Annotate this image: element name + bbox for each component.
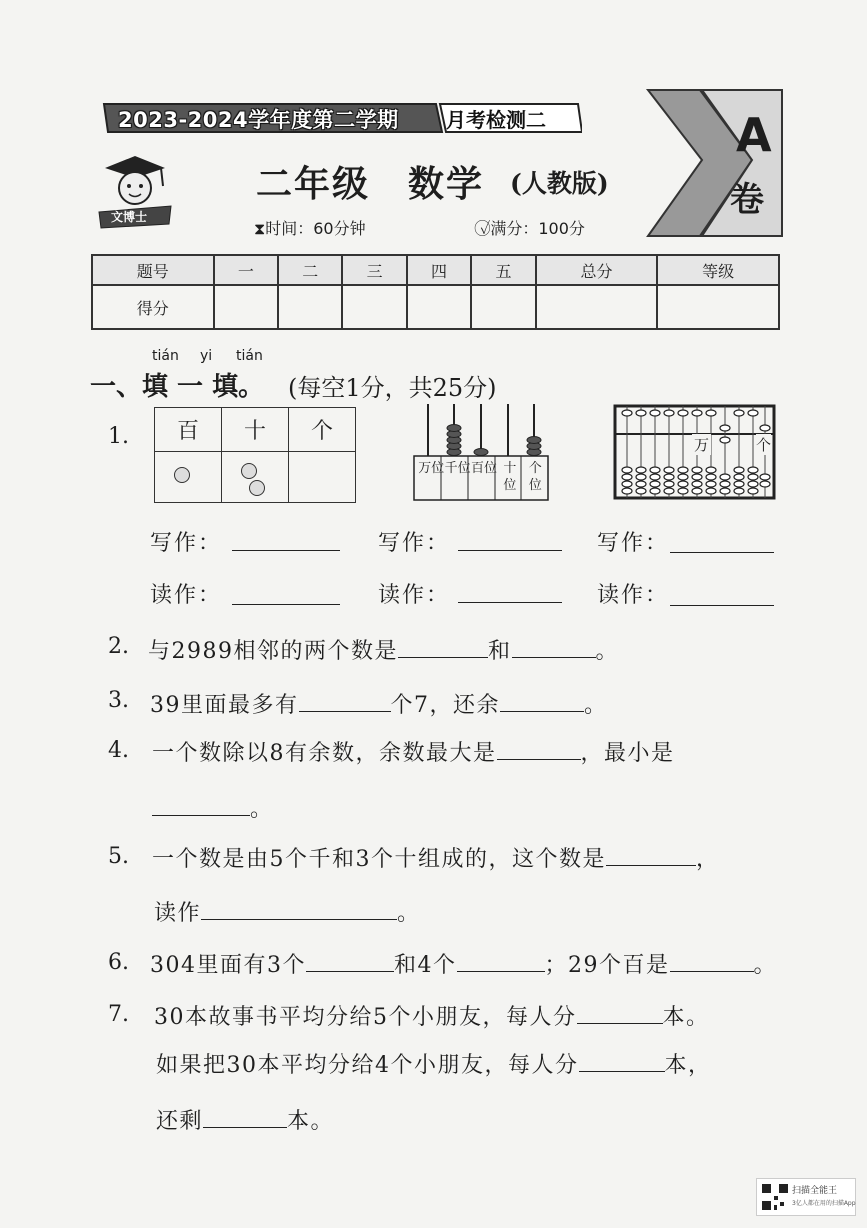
logo xyxy=(95,154,175,230)
question-text-part: 30本故事书平均分给5个小朋友，每人分 xyxy=(154,1005,577,1030)
score-cell[interactable] xyxy=(471,285,535,329)
question-text xyxy=(154,1000,710,1031)
score-cell[interactable] xyxy=(342,285,406,329)
place-label: 千位 xyxy=(444,461,471,476)
question-number: 1. xyxy=(108,424,129,449)
scanner-sub: 3亿人都在用的扫描App xyxy=(792,1200,856,1207)
answer-blank[interactable] xyxy=(201,899,397,920)
score-header: 四 xyxy=(407,255,471,285)
answer-blank[interactable] xyxy=(670,951,754,972)
score-cell[interactable] xyxy=(214,285,278,329)
question-text-cont xyxy=(154,896,421,927)
volume-letter: A xyxy=(736,108,772,162)
question-text-part: 读作 xyxy=(154,901,202,926)
exam-label: 月考检测二 xyxy=(446,108,546,132)
write-label: 写作： xyxy=(597,531,670,556)
question-text-part: 。 xyxy=(584,693,608,718)
section-title: 一、填 一 填。 xyxy=(90,372,265,402)
volume-char: 卷 xyxy=(730,180,764,220)
question-text-part: 。 xyxy=(397,901,421,926)
answer-blank[interactable] xyxy=(457,951,545,972)
page-title: 二年级 数学 xyxy=(256,163,485,205)
pinyin: tián xyxy=(152,348,179,364)
question-text-part: 如果把30本平均分给4个小朋友，每人分 xyxy=(156,1053,579,1078)
question-text xyxy=(148,634,619,665)
question-text-part: 。 xyxy=(753,953,778,978)
question-text xyxy=(152,842,720,873)
score-header: 题号 xyxy=(92,255,214,285)
answer-blank[interactable] xyxy=(458,550,562,551)
answer-blank[interactable] xyxy=(500,691,584,712)
counter-bead xyxy=(241,463,257,479)
write-label: 写作： xyxy=(378,531,451,556)
write-label: 写作： xyxy=(150,531,223,556)
score-row-label: 得分 xyxy=(92,285,214,329)
question-text xyxy=(150,688,608,719)
score-cell[interactable] xyxy=(407,285,471,329)
score-header: 二 xyxy=(278,255,342,285)
score-table xyxy=(91,254,780,330)
question-text-part: 本， xyxy=(664,1053,712,1078)
question-number: 7. xyxy=(108,1002,129,1027)
answer-blank[interactable] xyxy=(670,605,774,606)
question-text-part: 。 xyxy=(595,639,620,664)
answer-blank[interactable] xyxy=(398,637,488,658)
question-number: 2. xyxy=(108,634,129,659)
edition-label: (人教版) xyxy=(510,169,609,198)
time-label: 时间：60分钟 xyxy=(265,219,366,238)
term-label: 2023-2024学年度第二学期 xyxy=(118,108,399,132)
question-text-cont xyxy=(156,1104,334,1135)
pinyin: yi xyxy=(200,348,213,364)
hourglass-icon: ⧗ xyxy=(254,219,266,238)
answer-blank[interactable] xyxy=(579,1051,665,1072)
question-text-part: ；29个百是 xyxy=(544,953,670,978)
counter-bead xyxy=(249,480,265,496)
question-number: 5. xyxy=(108,844,129,869)
counter-bead xyxy=(174,467,190,483)
answer-blank[interactable] xyxy=(306,951,394,972)
time-info xyxy=(254,216,366,239)
score-header: 总分 xyxy=(536,255,658,285)
answer-blank[interactable] xyxy=(203,1107,287,1128)
question-text-part: 39里面最多有 xyxy=(150,693,299,718)
question-text xyxy=(150,948,777,979)
question-text-cont xyxy=(156,1048,712,1079)
question-text xyxy=(152,736,675,767)
question-text-part: 个7，还余 xyxy=(390,693,500,718)
question-text-part: 与2989相邻的两个数是 xyxy=(148,639,398,664)
score-header: 三 xyxy=(342,255,406,285)
answer-blank[interactable] xyxy=(458,602,562,603)
counting-frame-labels xyxy=(418,460,548,494)
question-text-part: 一个数除以8有余数，余数最大是 xyxy=(152,741,497,766)
place-label: 十位 xyxy=(503,461,517,493)
full-score-label: 满分：100分 xyxy=(490,219,585,238)
question-text-part: 304里面有3个 xyxy=(150,953,306,978)
question-text-part: 还剩 xyxy=(156,1109,204,1134)
abacus-label-wan: 万 xyxy=(694,436,710,454)
question-text-part: 和 xyxy=(488,639,512,664)
question-number: 3. xyxy=(108,688,129,713)
check-circle-icon: ✓⃝ xyxy=(480,219,491,238)
logo-text: 文博士 xyxy=(111,210,148,224)
scanner-brand: 扫描全能王 xyxy=(792,1186,838,1196)
score-header: 一 xyxy=(214,255,278,285)
answer-blank[interactable] xyxy=(497,739,581,760)
answer-blank[interactable] xyxy=(606,845,696,866)
qr-code-icon xyxy=(761,1183,789,1211)
answer-blank[interactable] xyxy=(512,637,596,658)
question-text-part: 本。 xyxy=(287,1109,335,1134)
place-header: 十 xyxy=(222,408,289,452)
place-label: 万位 xyxy=(418,461,445,476)
question-text-part: 本。 xyxy=(662,1005,710,1030)
question-number: 4. xyxy=(108,738,129,763)
question-text-part: 和4个 xyxy=(394,953,457,978)
score-header: 等级 xyxy=(657,255,779,285)
answer-blank[interactable] xyxy=(577,1003,663,1024)
score-cell[interactable] xyxy=(536,285,658,329)
answer-blank[interactable] xyxy=(670,552,774,553)
question-text-part: ，最小是 xyxy=(580,741,675,766)
read-label: 读作： xyxy=(597,583,670,608)
answer-blank[interactable] xyxy=(299,691,391,712)
question-text-cont xyxy=(152,792,274,823)
score-cell[interactable] xyxy=(657,285,779,329)
question-number: 6. xyxy=(108,950,129,975)
answer-blank[interactable] xyxy=(232,550,340,551)
place-label: 百位 xyxy=(470,461,497,476)
score-info xyxy=(480,216,585,239)
section-note: (每空1分，共25分) xyxy=(288,374,497,402)
score-header: 五 xyxy=(471,255,535,285)
answer-blank[interactable] xyxy=(152,795,250,816)
question-text-part: ， xyxy=(696,847,720,872)
question-text-part: 一个数是由5个千和3个十组成的，这个数是 xyxy=(152,847,606,872)
answer-blank[interactable] xyxy=(232,604,340,605)
read-label: 读作： xyxy=(378,583,451,608)
place-header: 百 xyxy=(155,408,222,452)
place-header: 个 xyxy=(289,408,356,452)
abacus-label-ge: 个 xyxy=(756,436,772,454)
score-cell[interactable] xyxy=(278,285,342,329)
question-text-part: 。 xyxy=(250,797,274,822)
read-label: 读作： xyxy=(150,583,223,608)
place-label: 个位 xyxy=(528,461,542,493)
pinyin: tián xyxy=(236,348,263,364)
